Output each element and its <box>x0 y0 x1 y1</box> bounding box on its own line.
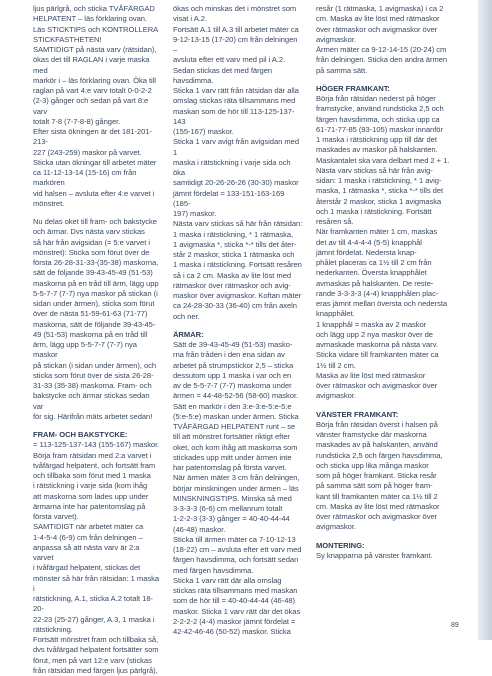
paragraph: resår (1 rätmaska, 1 avigmaska) i ca 2 cm. Maska av lite löst med rätmaskor över rätmaskor och avigmaskor över avigmaskor. Ärmen mäter ca 9-12-14-15 (20-24) cm från delningen. Sticka den andra ärmen på samma sätt. <box>316 4 448 75</box>
page-number: 89 <box>451 622 459 629</box>
text-column-1 <box>33 4 161 676</box>
paragraph: Börja från rätsidan nederst på höger framstycke, använd rundsticka 2,5 och färgen havsdimma, och sticka upp ca 61-71-77-85 (93-105) maskor innanför 1 maska i rätstickning upp till där det maskades av maskor på halskanten. Maskantalet ska vara delbart med 2 + 1. Nästa varv stickas så här från avig- sidan: 1 maska i rätstickning, * 1 avig- maska, 1 rätmaska *, sticka *-* tills det återstår 2 maskor, sticka 1 avigmaska och 1 maska i rätstickning. Fortsätt resåren så. När framkanten mäter 1 cm, maskas det av till 4-4-4-4 (5-5) knapphål jämnt fördelat. Nedersta knap- phålet placeras ca 1½ till 2 cm från nederkanten. Översta knapphålet avmaskas på halskanten. De reste- rande 3-3-3-3 (4-4) knapphålen plac- eras jämnt mellan översta och nedersta knapphålet. 1 knapphål = maska av 2 maskor och lägg upp 2 nya maskor över de avmaskade maskorna på nästa varv. Sticka vidare till framkanten mäter ca 1½ till 2 cm. Maska av lite löst med rätmaskor över rätmaskor och avigmaskor över avigmaskor. <box>316 94 450 401</box>
section-heading-fram-och-bakstycke: FRAM- OCH BAKSTYCKE: <box>33 430 128 439</box>
text-column-2 <box>173 4 303 637</box>
section-heading-vanster-framkant: VÄNSTER FRAMKANT: <box>316 409 399 419</box>
paragraph: ökas och minskas det i mönstret som visat i A.2. Fortsätt A.1 till A.3 till arbetet mäter ca 9-12-13-15 (17-20) cm från delningen – avsluta efter ett varv med pil i A.2. Sedan stickas det med färgen havsdimma. Sticka 1 varv rätt från rätsidan där alla omslag stickas räta tillsammans med maskan som de hör till 113-125-137-143 (155-167) maskor. Sticka 1 varv avigt från avigsidan med 1 maska i rätstickning i varje sida och öka samtidigt 20-26-26-26 (30-30) maskor jämnt fördelat = 133-151-163-169 (185- 197) maskor. Nästa varv stickas så här från rätsidan: 1 maska i rätstickning, * 1 rätmaska, 1 avigmaska *, sticka *-* tills det åter- står 2 maskor, sticka 1 rätmaska och 1 maska i rätstickning. Fortsätt resåren så i ca 2 cm. Maska av lite löst med rätmaskor över rätmaskor och avig- maskor över avigmaskor. Koftan mäter ca 24-28-30-33 (36-40) cm från axeln och ner. <box>173 4 303 321</box>
section-heading-montering: MONTERING: <box>316 540 365 550</box>
paragraph: Börja från rätsidan överst i halsen på vänster framstycke där maskorna maskades av på halskanten, använd rundsticka 2,5 och färgen havsdimma, och sticka upp lika många maskor som på höger framkant. Sticka resår på samma sätt som på höger fram- kant till framkanten mäter ca 1½ till 2 cm. Maska av lite löst med rätmaskor över rätmaskor och avigmaskor över avigmaskor. <box>316 419 443 532</box>
section-heading-hoger-framkant: HÖGER FRAMKANT: <box>316 83 390 93</box>
text-column-3 <box>316 4 466 561</box>
paragraph: Sy knapparna på vänster framkant. <box>316 550 433 560</box>
paragraph: ljus pärlgrå, och sticka TVÅFÄRGAD HELPATENT – läs förklaring ovan. Läs STICKTIPS och KONTROLLERA STICKFASTHETEN! SAMTIDIGT på nästa varv (rätsidan), ökas det till RAGLAN i varje maska med markör i – läs förklaring ovan. Öka till raglan på vart 4:e varv totalt 0-0-2-2 (2-3) gånger och sedan på vart 8:e varv totalt 7-8 (7-7-8-8) gånger. Efter sista ökningen är det 181-201-213- 227 (243-259) maskor på varvet. Sticka utan ökningar till arbetet mäter ca 11-12-13-14 (15-16) cm från markören vid halsen – avsluta efter 4:e varvet i mönstret. <box>33 4 159 208</box>
paragraph: Nu delas oket till fram- och bakstycke och ärmar. Dvs nästa varv stickas så här från avigsidan (= 5:e varvet i mönstret): Sticka som förut över de första 26-28-31-33-(35-38) maskorna, sätt de följande 39-43-45-49 (51-53) maskorna på en tråd till ärm, lägg upp 5-5-7-7 (7-7) nya maskor på stickan (i sidan under ärmen), sticka som förut över de nästa 51-59-61-63 (71-77) maskorna, sätt de följande 39-43-45- 49 (51-53) maskorna på en tråd till ärm, lägg upp 5-5-7-7 (7-7) nya maskor på stickan (i sidan under ärmen), och sticka som förut över de sista 26-28- 31-33 (35-38) maskorna. Fram- och bakstycke och ärmar stickas sedan var för sig. Härifrån mäts arbetet sedan! <box>33 217 159 421</box>
paragraph: = 113-125-137-143 (155-167) maskor. Börja fram rätsidan med 2:a varvet i tvåfärgad helpatent, och fortsätt fram och tillbaka som förut med 1 maska i rätstickning i varje sida (kom ihåg att maskorna som lades upp under ärmarna inte har patentomslag på första varvet). SAMTIDIGT när arbetet mäter ca 1-4-5-4 (6-9) cm från delningen – anpassa så att nästa varv är 2:a varvet i tvåfärgad helpatent, stickas det mönster så här från rätsidan: 1 maska i rätstickning, A.1, sticka A.2 totalt 18-20- 22-23 (25-27) gånger, A.3, 1 maska i rätstickning. Fortsätt mönstret fram och tillbaka så, dvs tvåfärgad helpatent fortsätter som förut, men på vart 12:e varv (stickas från rätsidan med färgen ljus pärlgrå), <box>33 440 160 675</box>
section-heading-armar: ÄRMAR: <box>173 329 204 339</box>
paragraph: Sätt de 39-43-45-49 (51-53) masko- rna från tråden i den ena sidan av arbetet på strumpstickor 2,5 – sticka dessutom upp 1 maska i var och en av de 5-5-7-7 (7-7) maskorna under ärmen = 44-48-52-56 (58-60) maskor. Sätt en markör i den 3:e-3:e-5:e-5:e (5:e-5:e) maskan under ärmen. Sticka TVÅFÄRGAD HELPATENT runt – se till att mönstret fortsätter riktigt efter oket, och kom ihåg att maskorna som stickades upp mitt under ärmen inte har patentomslag på första varvet. När ärmen mäter 3 cm från delningen, börjar minskningen under ärmen – läs MINSKNINGSTIPS. Minska så med 3-3-3-3 (6-6) cm mellanrum totalt 1-2-2-3 (3-3) gånger = 40-40-44-44 (46-48) maskor. Sticka till ärmen mäter ca 7-10-12-13 (18-22) cm – avsluta efter ett varv med färgen havsdimma, och fortsätt sedan med färgen havsdimma. Sticka 1 varv rätt där alla omslag stickas räta tillsammans med maskan som de hör till = 40-40-44-44 (46-48) maskor. Sticka 1 varv rätt där det ökas 2-2-2-2 (4-4) maskor jämnt fördelat = 42-42-46-46 (50-52) maskor. Sticka <box>173 340 302 636</box>
page-edge <box>478 0 492 640</box>
